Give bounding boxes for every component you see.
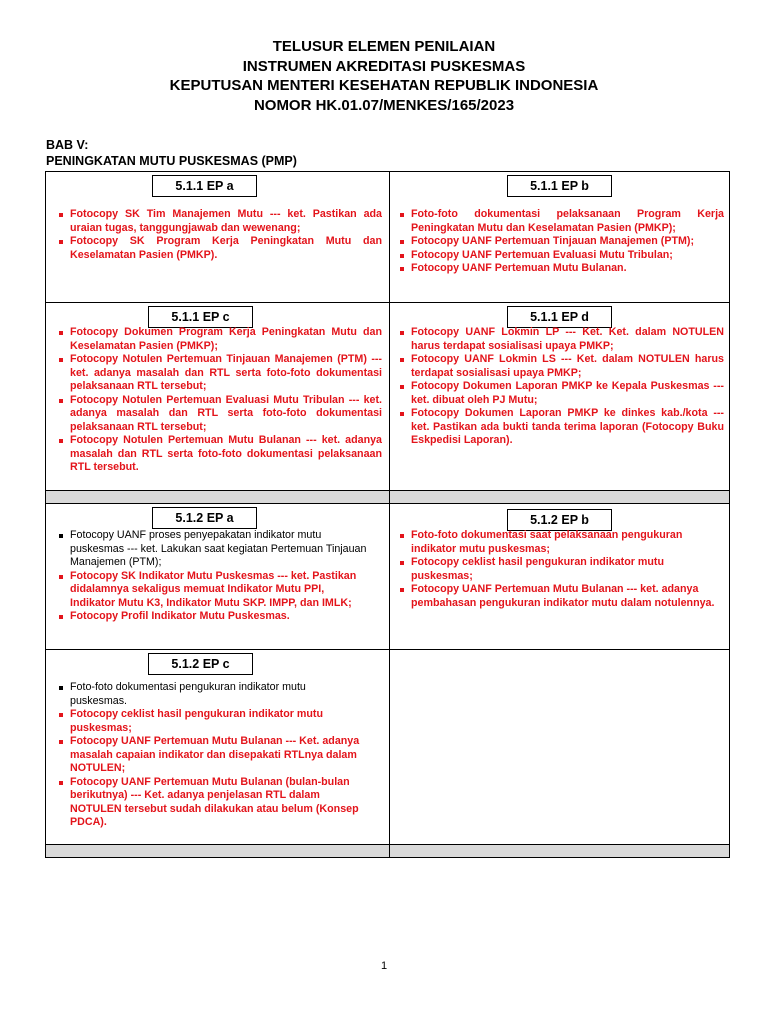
separator-cell [46,845,390,858]
list-item: Foto-foto dokumentasi pelaksanaan Program Kerja Peningkatan Mutu dan Keselamatan Pasien (PMKP); [395,208,724,235]
page-number: 1 [380,960,388,972]
list-item: Fotocopy SK Indikator Mutu Puskesmas --- ket. Pastikan didalamnya sekaligus memuat Indikator Mutu PPI, Indikator Mutu K3, Indikator Mutu SKP. IMPP, dan IMLK; [54,570,370,611]
separator-row [46,845,730,858]
list-item: Fotocopy UANF Pertemuan Mutu Bulanan. [395,262,724,276]
cell-512-ep-a [46,504,390,650]
list-item: Foto-foto dokumentasi saat pelaksanaan pengukuran indikator mutu puskesmas; [395,529,715,556]
ep-label: 5.1.1 EP c [148,306,253,328]
list-item: Fotocopy ceklist hasil pengukuran indikator mutu puskesmas; [395,556,715,583]
list-item: Fotocopy UANF Pertemuan Mutu Bulanan --- Ket. adanya masalah capaian indikator dan disepakati RTLnya dalam NOTULEN; [54,735,362,776]
empty-cell [390,650,730,845]
ep-label: 5.1.1 EP a [152,175,257,197]
list-item: Fotocopy UANF Lokmin LS --- Ket. dalam NOTULEN harus terdapat sosialisasi upaya PMKP; [395,353,724,380]
list-item: Fotocopy Dokumen Laporan PMKP ke Kepala Puskesmas --- ket. dibuat oleh PJ Mutu; [395,380,724,407]
separator-row [46,491,730,504]
ep-item-list [54,681,362,830]
chapter-title: BAB V: [46,138,89,152]
list-item: Fotocopy UANF proses penyepakatan indikator mutu puskesmas --- ket. Lakukan saat kegiatan Pertemuan Tinjauan Manajemen (PTM); [54,529,370,570]
ep-label: 5.1.2 EP a [152,507,257,529]
list-item: Fotocopy Dokumen Program Kerja Peningkatan Mutu dan Keselamatan Pasien (PMKP); [54,326,382,353]
cell-512-ep-c [46,650,390,845]
table-row [46,650,730,845]
ep-label: 5.1.1 EP d [507,306,612,328]
ep-item-list [395,208,724,276]
list-item: Fotocopy SK Tim Manajemen Mutu --- ket. Pastikan ada uraian tugas, tanggungjawab dan wewenang; [54,208,382,235]
cell-511-ep-b [390,172,730,303]
table-row [46,303,730,491]
document-header [0,37,768,115]
cell-512-ep-b [390,504,730,650]
list-item: Fotocopy Notulen Pertemuan Evaluasi Mutu Tribulan --- ket. adanya masalah dan RTL serta foto-foto dokumentasi pelaksanaan RTL tersebut; [54,394,382,435]
ep-item-list [54,529,370,624]
ep-item-list [395,529,715,610]
separator-cell [390,491,730,504]
cell-511-ep-d [390,303,730,491]
header-line-3: KEPUTUSAN MENTERI KESEHATAN REPUBLIK INDONESIA [169,77,599,94]
ep-item-list [54,326,382,475]
list-item: Fotocopy UANF Pertemuan Mutu Bulanan (bulan-bulan berikutnya) --- Ket. adanya penjelasan RTL dalam NOTULEN tersebut sudah dilakukan atau belum (Konsep PDCA). [54,776,362,830]
list-item: Fotocopy UANF Lokmin LP --- Ket. Ket. dalam NOTULEN harus terdapat sosialisasi upaya PMKP; [395,326,724,353]
header-line-4: NOMOR HK.01.07/MENKES/165/2023 [253,96,515,114]
ep-label: 5.1.1 EP b [507,175,612,197]
list-item: Fotocopy SK Program Kerja Peningkatan Mutu dan Keselamatan Pasien (PMKP). [54,235,382,262]
cell-511-ep-a [46,172,390,303]
list-item: Fotocopy Dokumen Laporan PMKP ke dinkes kab./kota --- ket. Pastikan ada bukti tanda terima laporan (Fotocopy Buku Eskpedisi Laporan). [395,407,724,448]
table-row [46,172,730,303]
chapter-heading [46,137,297,169]
list-item: Fotocopy Notulen Pertemuan Tinjauan Manajemen (PTM) --- ket. adanya masalah dan RTL serta foto-foto dokumentasi pelaksanaan RTL tersebut; [54,353,382,394]
header-line-1: TELUSUR ELEMEN PENILAIAN [272,38,496,55]
list-item: Fotocopy UANF Pertemuan Tinjauan Manajemen (PTM); [395,235,724,249]
list-item: Fotocopy UANF Pertemuan Evaluasi Mutu Tribulan; [395,249,724,263]
table-row [46,504,730,650]
list-item: Foto-foto dokumentasi pengukuran indikator mutu puskesmas. [54,681,362,708]
ep-label: 5.1.2 EP c [148,653,253,675]
separator-cell [46,491,390,504]
separator-cell [390,845,730,858]
chapter-subtitle: PENINGKATAN MUTU PUSKESMAS (PMP) [46,154,297,168]
ep-item-list [395,326,724,448]
cell-511-ep-c [46,303,390,491]
ep-table [45,171,730,858]
list-item: Fotocopy Notulen Pertemuan Mutu Bulanan --- ket. adanya masalah dan RTL serta foto-foto dokumentasi pelaksanaan RTL tersebut. [54,434,382,475]
ep-item-list [54,208,382,262]
ep-label: 5.1.2 EP b [507,509,612,531]
header-line-2: INSTRUMEN AKREDITASI PUSKESMAS [242,57,526,75]
list-item: Fotocopy Profil Indikator Mutu Puskesmas. [54,610,370,624]
list-item: Fotocopy ceklist hasil pengukuran indikator mutu puskesmas; [54,708,362,735]
list-item: Fotocopy UANF Pertemuan Mutu Bulanan --- ket. adanya pembahasan pengukuran indikator mutu dalam notulennya. [395,583,715,610]
